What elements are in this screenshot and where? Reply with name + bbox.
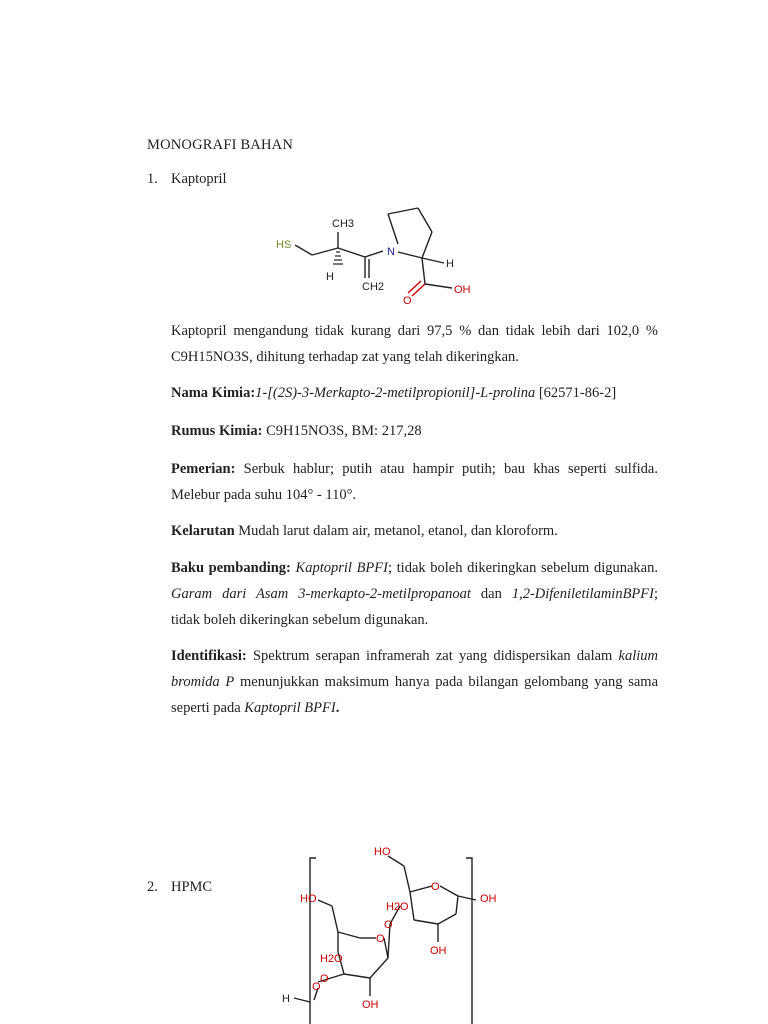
rumus-kimia-line	[171, 418, 658, 444]
pemerian-value: Serbuk hablur; putih atau hampir putih; bau khas seperti sulfida. Melebur pada suhu 104° - 110°.	[171, 461, 658, 503]
identifikasi-italic-1: kalium bromida P	[171, 648, 658, 690]
kaptopril-n-label: N	[387, 246, 395, 258]
kaptopril-h-left-label: H	[326, 271, 334, 283]
section-2-title: HPMC	[171, 879, 213, 895]
kaptopril-hs-label: HS	[276, 239, 292, 251]
pemerian-paragraph	[171, 456, 658, 508]
hpmc-o-link: O	[312, 981, 321, 993]
baku-italic-2: Garam dari Asam 3-merkapto-2-metilpropanoat	[171, 586, 471, 602]
kaptopril-oh-label: OH	[454, 284, 471, 296]
kaptopril-ch3-label: CH3	[332, 218, 355, 230]
hpmc-h2o-left: H2O	[320, 953, 343, 965]
kaptopril-h-right-label: H	[446, 258, 454, 270]
identifikasi-label: Identifikasi:	[171, 648, 247, 664]
section-1-number: 1.	[147, 171, 158, 187]
kelarutan-value: Mudah larut dalam air, metanol, etanol, dan kloroform.	[234, 523, 558, 539]
baku-italic-3: 1,2-DifeniletilaminBPFI	[511, 586, 654, 602]
hpmc-o-ring-left: O	[376, 933, 385, 945]
baku-label: Baku pembanding:	[171, 560, 291, 576]
nama-kimia-line	[171, 380, 658, 406]
hpmc-o-bridge: O	[384, 919, 393, 931]
kaptopril-intro: Kaptopril mengandung tidak kurang dari 97,5 % dan tidak lebih dari 102,0 % C9H15NO3S, dihitung terhadap zat yang telah dikeringkan.	[171, 323, 658, 365]
pemerian-label: Pemerian:	[171, 461, 236, 477]
baku-text-1: ; tidak boleh dikeringkan sebelum digunakan.	[387, 560, 658, 576]
hpmc-oh-bottom: OH	[362, 999, 379, 1011]
hpmc-ho-top: HO	[374, 846, 391, 858]
kaptopril-ch2-label: CH2	[362, 281, 385, 293]
page-heading: MONOGRAFI BAHAN	[147, 137, 293, 153]
identifikasi-end: .	[335, 700, 340, 716]
nama-kimia-value: 1-[(2S)-3-Merkapto-2-metilpropionil]-L-prolina	[255, 385, 536, 401]
kaptopril-o-label: O	[403, 295, 412, 307]
hpmc-h2o-right: H2O	[386, 901, 409, 913]
section-1-title: Kaptopril	[171, 171, 227, 187]
identifikasi-text-1: Spektrum serapan inframerah zat yang didispersikan dalam	[246, 648, 619, 664]
kelarutan-line	[171, 518, 658, 544]
nama-kimia-cas: [62571-86-2]	[535, 385, 617, 401]
nama-kimia-label: Nama Kimia:	[171, 385, 256, 401]
baku-italic-1: Kaptopril BPFI	[290, 560, 388, 576]
identifikasi-italic-2: Kaptopril BPFI	[244, 700, 336, 716]
identifikasi-paragraph	[171, 643, 658, 721]
rumus-kimia-value: C9H15NO3S, BM: 217,28	[262, 423, 422, 439]
kelarutan-label: Kelarutan	[171, 523, 235, 539]
baku-text-2: dan	[470, 586, 512, 602]
hpmc-oh-mid: OH	[430, 945, 447, 957]
hpmc-o-ring-right: O	[431, 881, 440, 893]
identifikasi-text-2: menunjukkan maksimum hanya pada bilangan gelombang yang sama seperti pada	[171, 674, 659, 716]
rumus-kimia-label: Rumus Kimia:	[171, 423, 263, 439]
hpmc-oh-right: OH	[480, 893, 497, 905]
hpmc-h-end: H	[282, 993, 290, 1005]
baku-pembanding-paragraph	[171, 555, 658, 633]
section-2-number: 2.	[147, 879, 158, 895]
baku-text-3: ; tidak boleh dikeringkan sebelum digunakan.	[171, 586, 659, 628]
hpmc-o-bottom: O	[320, 973, 329, 985]
kaptopril-structure	[270, 200, 490, 312]
hpmc-structure	[280, 840, 510, 1024]
hpmc-ho-left: HO	[300, 893, 317, 905]
